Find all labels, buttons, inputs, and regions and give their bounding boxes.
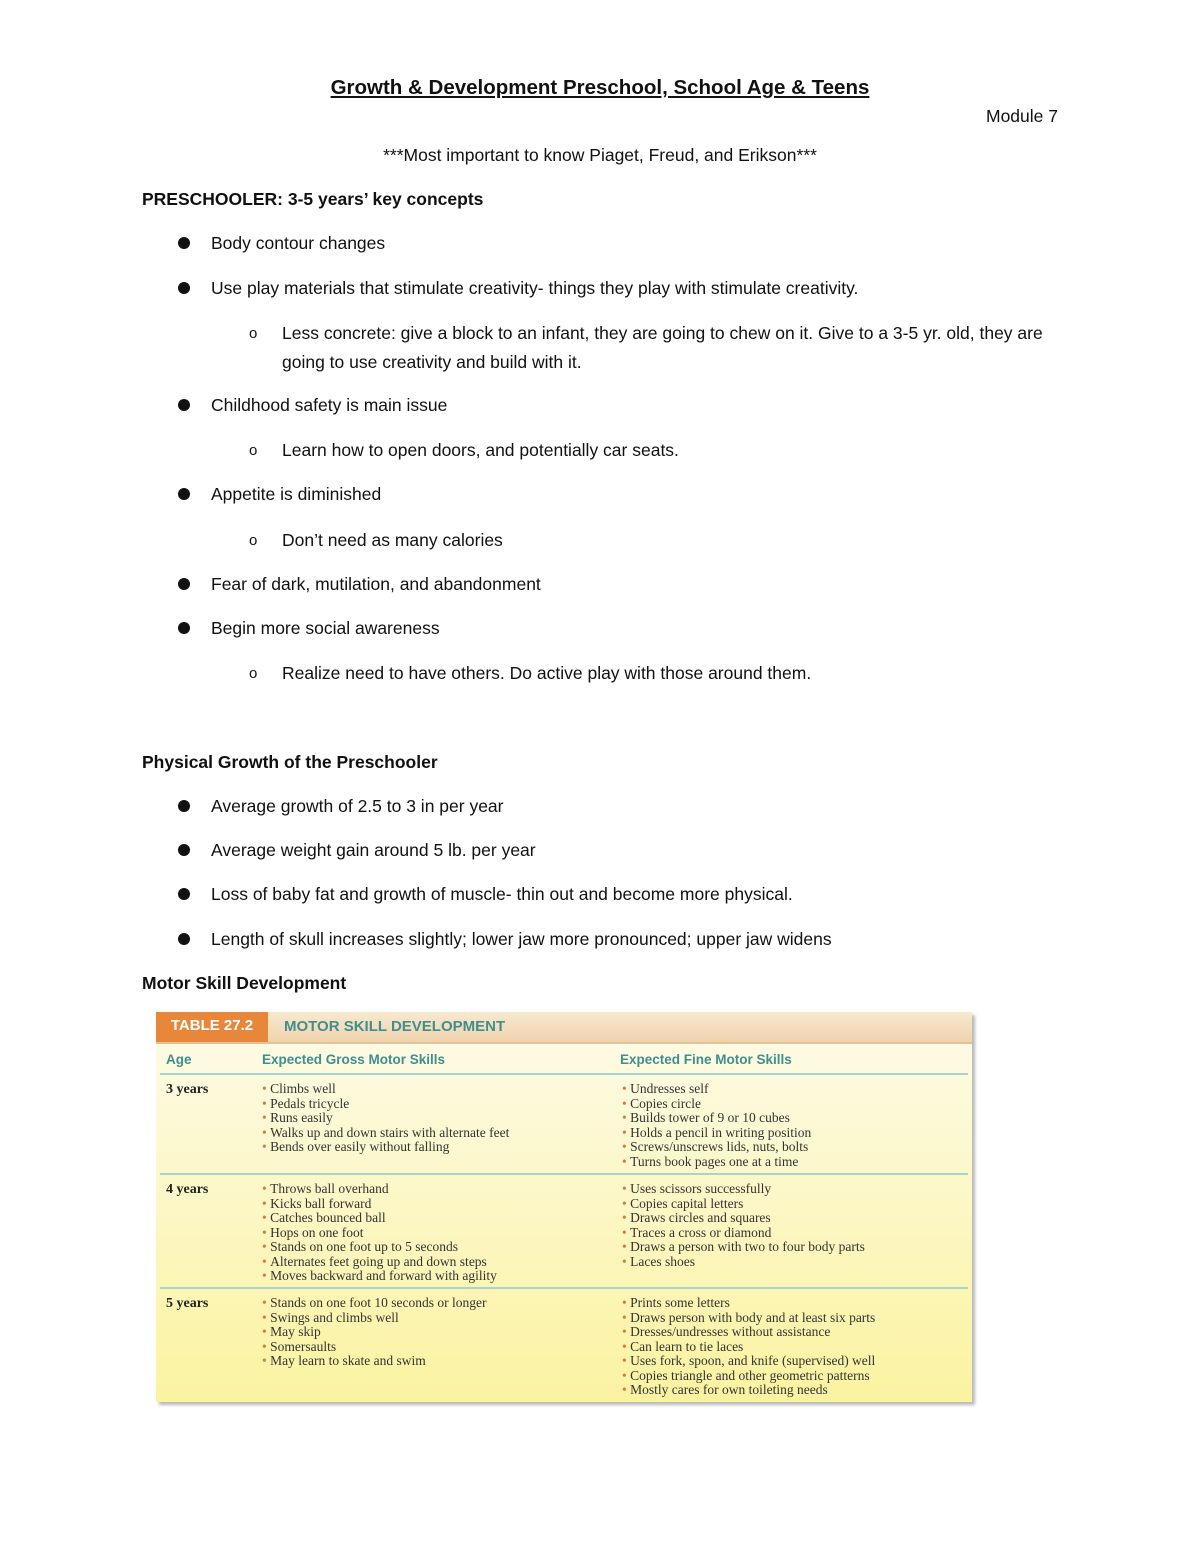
motor-skill-heading: Motor Skill Development bbox=[142, 973, 347, 993]
list-item: Body contour changes bbox=[211, 233, 386, 253]
sub-list-item: Realize need to have others. Do active play with those around them. bbox=[282, 663, 812, 683]
list-item: Fear of dark, mutilation, and abandonment bbox=[211, 574, 541, 594]
list-item: Appetite is diminished bbox=[211, 484, 382, 504]
bullet-dot bbox=[178, 488, 190, 500]
table-divider bbox=[160, 1073, 968, 1075]
column-header-fine: Expected Fine Motor Skills bbox=[620, 1052, 792, 1067]
row-age-label: 4 years bbox=[166, 1182, 209, 1197]
table-title: MOTOR SKILL DEVELOPMENT bbox=[284, 1018, 506, 1035]
skill-item: • Pedals tricycle bbox=[262, 1097, 509, 1112]
skill-item: • Holds a pencil in writing position bbox=[622, 1126, 811, 1141]
table-divider bbox=[160, 1287, 968, 1289]
skill-item: • Walks up and down stairs with alternate feet bbox=[262, 1126, 509, 1141]
skill-item: • Prints some letters bbox=[622, 1296, 875, 1311]
important-note: ***Most important to know Piaget, Freud, and Erikson*** bbox=[383, 145, 817, 165]
row-age-label: 5 years bbox=[166, 1296, 209, 1311]
gross-skill-list bbox=[262, 1296, 486, 1369]
bullet-dot bbox=[178, 399, 190, 411]
sub-list-item: Less concrete: give a block to an infant, they are going to chew on it. Give to a 3-5 yr. old, they are going to use creativity and build with it. bbox=[282, 323, 1043, 372]
skill-item: • Can learn to tie laces bbox=[622, 1340, 875, 1355]
skill-item: • Throws ball overhand bbox=[262, 1182, 497, 1197]
gross-skill-list bbox=[262, 1182, 497, 1284]
skill-item: • Moves backward and forward with agility bbox=[262, 1269, 497, 1284]
skill-item: • Alternates feet going up and down steps bbox=[262, 1255, 497, 1270]
list-item: Childhood safety is main issue bbox=[211, 395, 448, 415]
skill-item: • Somersaults bbox=[262, 1340, 486, 1355]
list-item: Length of skull increases slightly; lower jaw more pronounced; upper jaw widens bbox=[211, 929, 832, 949]
sub-bullet-marker: o bbox=[249, 442, 258, 459]
skill-item: • Builds tower of 9 or 10 cubes bbox=[622, 1111, 811, 1126]
skill-item: • May learn to skate and swim bbox=[262, 1354, 486, 1369]
skill-item: • Dresses/undresses without assistance bbox=[622, 1325, 875, 1340]
skill-item: • Climbs well bbox=[262, 1082, 509, 1097]
fine-skill-list bbox=[622, 1296, 875, 1398]
skill-item: • Catches bounced ball bbox=[262, 1211, 497, 1226]
gross-skill-list bbox=[262, 1082, 509, 1155]
sub-bullet-marker: o bbox=[249, 532, 258, 549]
bullet-dot bbox=[178, 800, 190, 812]
sub-list-item: Don’t need as many calories bbox=[282, 530, 503, 550]
preschooler-heading: PRESCHOOLER: 3-5 years’ key concepts bbox=[142, 189, 484, 209]
skill-item: • Stands on one foot up to 5 seconds bbox=[262, 1240, 497, 1255]
skill-item: • Undresses self bbox=[622, 1082, 811, 1097]
row-age-label: 3 years bbox=[166, 1082, 209, 1097]
bullet-dot bbox=[178, 622, 190, 634]
skill-item: • Swings and climbs well bbox=[262, 1311, 486, 1326]
skill-item: • Laces shoes bbox=[622, 1255, 865, 1270]
column-header-gross: Expected Gross Motor Skills bbox=[262, 1052, 446, 1067]
list-item: Loss of baby fat and growth of muscle- thin out and become more physical. bbox=[211, 884, 793, 904]
table-divider bbox=[160, 1173, 968, 1175]
list-item: Average growth of 2.5 to 3 in per year bbox=[211, 796, 504, 816]
skill-item: • Kicks ball forward bbox=[262, 1197, 497, 1212]
sub-bullet-marker: o bbox=[249, 325, 258, 342]
skill-item: • Copies capital letters bbox=[622, 1197, 865, 1212]
physical-growth-heading: Physical Growth of the Preschooler bbox=[142, 752, 438, 772]
column-header-age: Age bbox=[166, 1052, 192, 1067]
skill-item: • Turns book pages one at a time bbox=[622, 1155, 811, 1170]
skill-item: • Uses fork, spoon, and knife (supervised) well bbox=[622, 1354, 875, 1369]
skill-item: • Copies circle bbox=[622, 1097, 811, 1112]
bullet-dot bbox=[178, 282, 190, 294]
bullet-dot bbox=[178, 844, 190, 856]
skill-item: • Draws person with body and at least six parts bbox=[622, 1311, 875, 1326]
document-title: Growth & Development Preschool, School Age & Teens bbox=[330, 76, 870, 99]
skill-item: • Hops on one foot bbox=[262, 1226, 497, 1241]
skill-item: • Traces a cross or diamond bbox=[622, 1226, 865, 1241]
fine-skill-list bbox=[622, 1182, 865, 1269]
table-header-bar bbox=[156, 1012, 972, 1044]
table-number: TABLE 27.2 bbox=[156, 1012, 268, 1042]
skill-item: • Screws/unscrews lids, nuts, bolts bbox=[622, 1140, 811, 1155]
skill-item: • Bends over easily without falling bbox=[262, 1140, 509, 1155]
skill-item: • Draws a person with two to four body parts bbox=[622, 1240, 865, 1255]
skill-item: • Draws circles and squares bbox=[622, 1211, 865, 1226]
fine-skill-list bbox=[622, 1082, 811, 1169]
skill-item: • Copies triangle and other geometric patterns bbox=[622, 1369, 875, 1384]
skill-item: • Runs easily bbox=[262, 1111, 509, 1126]
module-label: Module 7 bbox=[986, 106, 1058, 126]
list-item: Average weight gain around 5 lb. per year bbox=[211, 840, 536, 860]
bullet-dot bbox=[178, 578, 190, 590]
sub-bullet-marker: o bbox=[249, 665, 258, 682]
bullet-dot bbox=[178, 933, 190, 945]
list-item: Begin more social awareness bbox=[211, 618, 440, 638]
skill-item: • Mostly cares for own toileting needs bbox=[622, 1383, 875, 1398]
skill-item: • May skip bbox=[262, 1325, 486, 1340]
list-item: Use play materials that stimulate creativity- things they play with stimulate creativity. bbox=[211, 278, 859, 298]
skill-item: • Stands on one foot 10 seconds or longer bbox=[262, 1296, 486, 1311]
bullet-dot bbox=[178, 888, 190, 900]
motor-skill-table bbox=[156, 1012, 972, 1402]
sub-list-item: Learn how to open doors, and potentially car seats. bbox=[282, 440, 679, 460]
skill-item: • Uses scissors successfully bbox=[622, 1182, 865, 1197]
bullet-dot bbox=[178, 237, 190, 249]
